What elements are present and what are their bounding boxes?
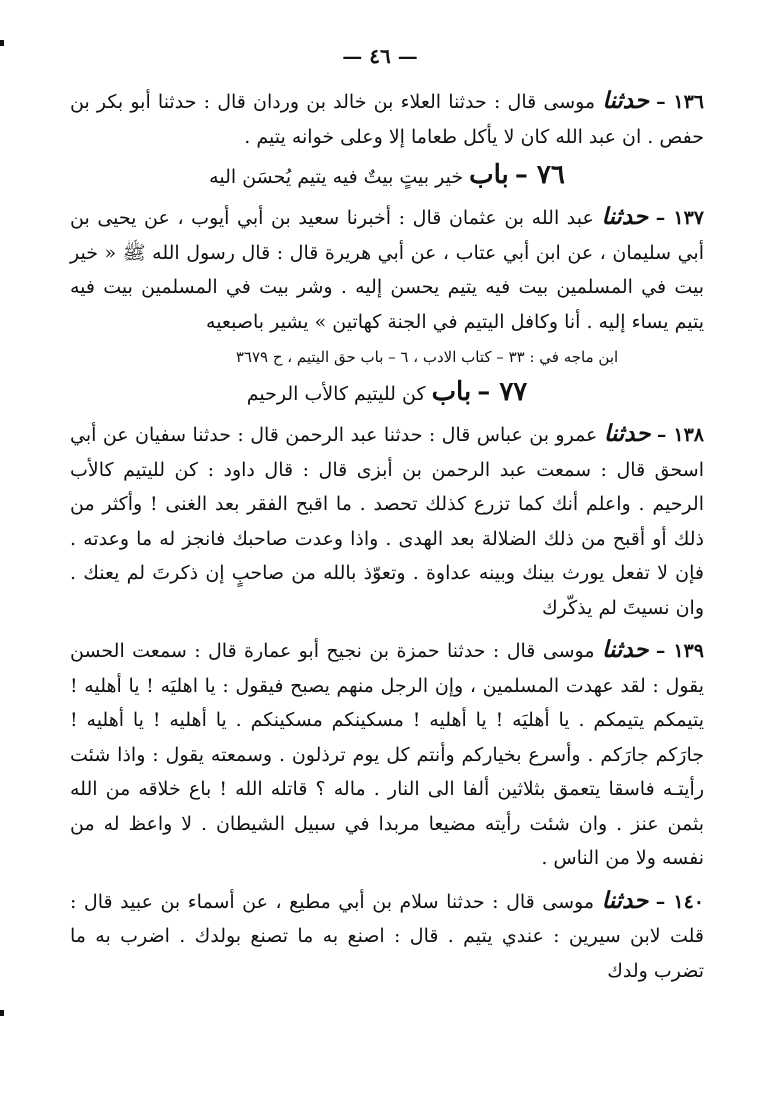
- hadith-number: ١٣٧ –: [655, 207, 704, 229]
- hadith-139: [70, 633, 704, 876]
- hadith-number: ١٣٨ –: [656, 424, 704, 446]
- chapter-label: باب: [431, 377, 472, 407]
- hadith-136: [70, 84, 704, 154]
- hadith-number: ١٣٦ –: [656, 91, 705, 113]
- chapter-title: خير بيتٍ بيتٌ فيه يتيم يُحسَن اليه: [209, 166, 464, 188]
- chapter-number: ٧٧ –: [477, 377, 528, 407]
- chapter-title: كن لليتيم كالأب الرحيم: [246, 383, 426, 405]
- hadith-text: عبد الله بن عثمان قال : أخبرنا سعيد بن أبي أيوب ، عن يحيى بن أبي سليمان ، عن ابن أبي عتاب ، عن أبي هريرة قال : قال رسول الله ﷺ « خير بيت في المسلمين بيت فيه يتيم يحسن إليه . وشر بيت في المسلمين بيت فيه يتيم يساء إليه . أنا وكافل اليتيم في الجنة كهاتين » يشير باصبعيه: [70, 207, 704, 333]
- chapter-label: باب: [469, 160, 509, 190]
- haddathana-label: حدثنا: [601, 203, 649, 230]
- chapter-heading-77: [70, 373, 704, 413]
- chapter-heading-76: [70, 156, 704, 196]
- hadith-137: [70, 200, 704, 339]
- hadith-text: موسى قال : حدثنا حمزة بن نجيح أبو عمارة قال : سمعت الحسن يقول : لقد عهدت المسلمين ، وإن الرجل منهم يصبح فيقول : يا اهليَه ! يا أهليه ! يتيمكم يتيمكم . يا أهليَه ! يا أهليه ! مسكينكم مسكينكم . يا أهليه ! يا أهليه ! جارَكم جارَكم . وأسرع بخياركم وأنتم كل يوم ترذلون . وسمعته يقول : واذا شئت رأيتـه فاسقا يتعمق بثلاثين ألفا الى النار . ماله ؟ قاتله الله ! باع خلاقه من الله بثمن عنز . وان شئت رأيته مضيعا مربدا في سبيل الشيطان . لا واعظ له من نفسه ولا من الناس .: [70, 640, 704, 869]
- haddathana-label: حدثنا: [603, 420, 651, 447]
- scan-edge-mark-bottom: [0, 1010, 4, 1016]
- haddathana-label: حدثنا: [602, 87, 649, 114]
- hadith-number: ١٣٩ –: [655, 640, 704, 662]
- haddathana-label: حدثنا: [601, 886, 649, 914]
- hadith-text: موسى قال : حدثنا العلاء بن خالد بن وردان قال : حدثنا أبو بكر بن حفص . ان عبد الله كان لا يأكل طعاما إلا وعلى خوانه يتيم .: [70, 91, 704, 148]
- page-body: [70, 84, 704, 988]
- chapter-number: ٧٦ –: [514, 160, 565, 190]
- hadith-reference: ابن ماجه في : ٣٣ – كتاب الادب ، ٦ – باب حق اليتيم ، ح ٣٦٧٩: [235, 348, 619, 366]
- haddathana-label: حدثنا: [601, 636, 649, 663]
- hadith-number: ١٤٠ –: [655, 890, 705, 913]
- page-number: — ٤٦ —: [342, 44, 418, 68]
- hadith-140: [70, 884, 704, 989]
- hadith-text: موسى قال : حدثنا سلام بن أبي مطيع ، عن أسماء بن عبيد قال : قلت لابن سيرين : عندي يتيم . قال : اصنع به ما تصنع بولدك . اضرب به ما تضرب ولدك: [70, 890, 704, 982]
- hadith-138: [70, 417, 704, 625]
- hadith-text: عمرو بن عباس قال : حدثنا عبد الرحمن قال : حدثنا سفيان عن أبي اسحق قال : سمعت عبد الرحمن بن أبزى قال : قال داود : كن لليتيم كالأب الرحيم . واعلم أنك كما تزرع كذلك تحصد . ما اقبح الفقر بعد الغنى ! وأكثر من ذلك أو أقبح من ذلك الضلالة بعد الهدى . واذا وعدت صاحبك فانجز له ما وعدته . فإن لا تفعل يورث بينك وبينه عداوة . وتعوّذ بالله من صاحبٍ إن ذكرتَ لم يعنك . وان نسيتَ لم يذكّرك: [70, 424, 704, 619]
